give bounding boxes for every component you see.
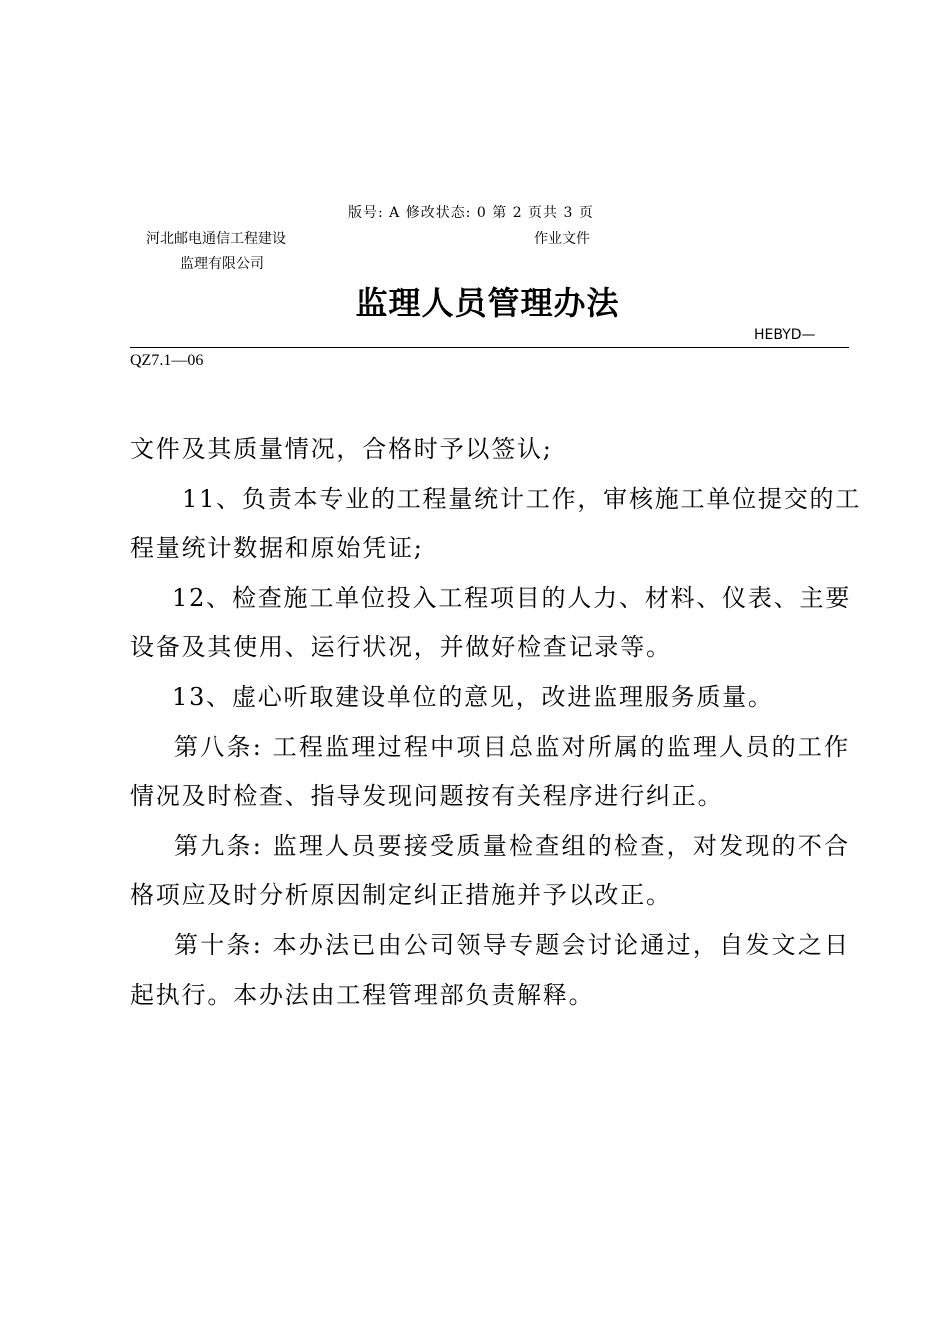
document-code-prefix: HEBYD— bbox=[754, 327, 816, 343]
body-line: 设备及其使用、运行状况，并做好检查记录等。 bbox=[130, 633, 672, 662]
body-line: 第八条: 工程监理过程中项目总监对所属的监理人员的工作 bbox=[174, 732, 850, 761]
document-code-suffix: QZ7.1—06 bbox=[130, 352, 204, 369]
body-line: 文件及其质量情况，合格时予以签认; bbox=[130, 435, 553, 463]
body-line: 第九条: 监理人员要接受质量检查组的检查，对发现的不合 bbox=[174, 831, 850, 860]
body-line: 第十条: 本办法已由公司领导专题会讨论通过，自发文之日 bbox=[174, 930, 850, 959]
document-body bbox=[130, 425, 862, 1020]
version-status-line: 版号: A 修改状态: 0 第 2 页共 3 页 bbox=[348, 205, 594, 221]
header-divider bbox=[130, 347, 849, 348]
document-title: 监理人员管理办法 bbox=[355, 284, 620, 322]
body-line: 11、负责本专业的工程量统计工作，审核施工单位提交的工 bbox=[182, 484, 862, 513]
company-name-line2: 监理有限公司 bbox=[180, 256, 264, 272]
body-line: 程量统计数据和原始凭证; bbox=[130, 534, 424, 563]
body-line: 13、虚心听取建设单位的意见，改进监理服务质量。 bbox=[172, 682, 774, 711]
body-line: 12、检查施工单位投入工程项目的人力、材料、仪表、主要 bbox=[172, 583, 852, 612]
document-type: 作业文件 bbox=[534, 231, 590, 247]
company-name-line1: 河北邮电通信工程建设 bbox=[146, 231, 286, 247]
body-line: 起执行。本办法由工程管理部负责解释。 bbox=[130, 980, 595, 1009]
body-line: 格项应及时分析原因制定纠正措施并予以改正。 bbox=[130, 881, 672, 910]
body-line: 情况及时检查、指导发现问题按有关程序进行纠正。 bbox=[130, 782, 724, 811]
